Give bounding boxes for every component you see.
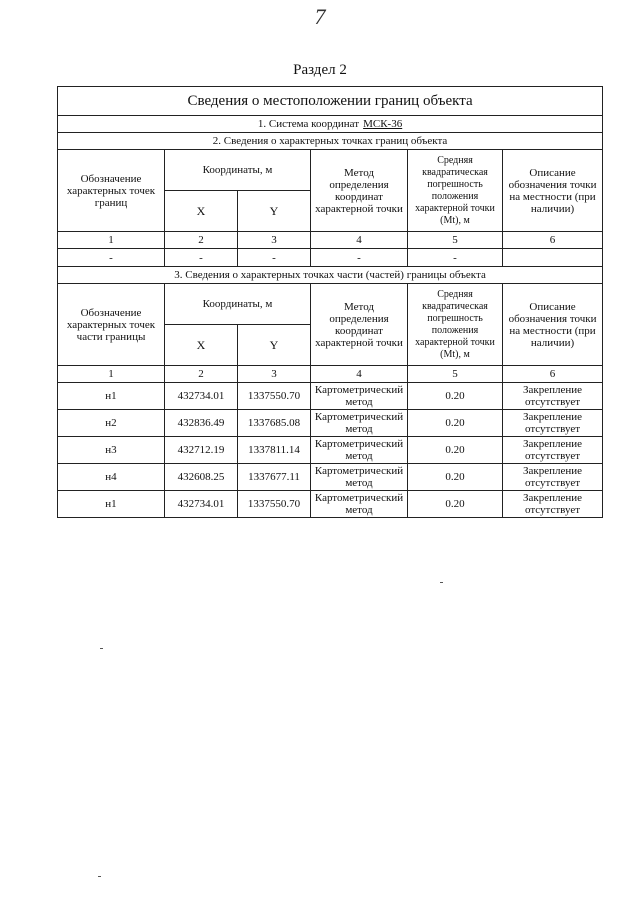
table-row bbox=[58, 437, 603, 464]
empty-cell: - bbox=[408, 249, 503, 267]
point-name: н2 bbox=[58, 410, 165, 437]
column-number: 1 bbox=[58, 366, 165, 383]
table-row bbox=[58, 464, 603, 491]
point-error: 0.20 bbox=[408, 437, 503, 464]
column-number-row bbox=[58, 366, 603, 383]
empty-data-row bbox=[58, 249, 603, 267]
header-method: Метод определения координат характерной точки bbox=[311, 150, 408, 232]
header-error: Средняя квадратическая погрешность положения характерной точки (Mt), м bbox=[408, 284, 503, 366]
column-number: 3 bbox=[238, 366, 311, 383]
column-number: 1 bbox=[58, 232, 165, 249]
coordinate-system-row bbox=[58, 116, 603, 133]
coordinate-system-cell bbox=[58, 116, 603, 133]
part3-header-row bbox=[58, 284, 603, 325]
header-method: Метод определения координат характерной точки bbox=[311, 284, 408, 366]
header-y: Y bbox=[238, 191, 311, 232]
header-x: X bbox=[165, 325, 238, 366]
point-y: 1337685.08 bbox=[238, 410, 311, 437]
point-error: 0.20 bbox=[408, 410, 503, 437]
point-y: 1337811.14 bbox=[238, 437, 311, 464]
header-point-name: Обозначение характерных точек границ bbox=[58, 150, 165, 232]
point-name: н1 bbox=[58, 383, 165, 410]
point-description: Закрепление отсутствует bbox=[503, 464, 603, 491]
point-x: 432734.01 bbox=[165, 383, 238, 410]
point-name: н1 bbox=[58, 491, 165, 518]
header-point-name: Обозначение характерных точек части границы bbox=[58, 284, 165, 366]
empty-cell: - bbox=[238, 249, 311, 267]
point-x: 432836.49 bbox=[165, 410, 238, 437]
part3-title: 3. Сведения о характерных точках части (частей) границы объекта bbox=[58, 267, 603, 284]
table-row bbox=[58, 410, 603, 437]
part2-header-row bbox=[58, 150, 603, 191]
point-method: Картометрический метод bbox=[311, 410, 408, 437]
part2-title: 2. Сведения о характерных точках границ объекта bbox=[58, 133, 603, 150]
point-y: 1337550.70 bbox=[238, 383, 311, 410]
point-error: 0.20 bbox=[408, 383, 503, 410]
empty-cell: - bbox=[311, 249, 408, 267]
point-method: Картометрический метод bbox=[311, 491, 408, 518]
column-number: 6 bbox=[503, 232, 603, 249]
point-error: 0.20 bbox=[408, 464, 503, 491]
point-description: Закрепление отсутствует bbox=[503, 410, 603, 437]
point-description: Закрепление отсутствует bbox=[503, 491, 603, 518]
table-row bbox=[58, 491, 603, 518]
column-number: 3 bbox=[238, 232, 311, 249]
coordinate-system-label: 1. Система координат bbox=[257, 118, 360, 130]
column-number-row bbox=[58, 232, 603, 249]
scan-speck bbox=[440, 582, 443, 583]
header-error: Средняя квадратическая погрешность положения характерной точки (Mt), м bbox=[408, 150, 503, 232]
table-row bbox=[58, 383, 603, 410]
table-title: Сведения о местоположении границ объекта bbox=[58, 87, 603, 116]
point-method: Картометрический метод bbox=[311, 464, 408, 491]
column-number: 4 bbox=[311, 232, 408, 249]
empty-cell: - bbox=[58, 249, 165, 267]
page-number: 7 bbox=[314, 4, 326, 29]
column-number: 5 bbox=[408, 366, 503, 383]
empty-cell: - bbox=[165, 249, 238, 267]
header-y: Y bbox=[238, 325, 311, 366]
point-method: Картометрический метод bbox=[311, 383, 408, 410]
point-name: н4 bbox=[58, 464, 165, 491]
point-y: 1337677.11 bbox=[238, 464, 311, 491]
header-coordinates: Координаты, м bbox=[165, 284, 311, 325]
column-number: 2 bbox=[165, 366, 238, 383]
point-method: Картометрический метод bbox=[311, 437, 408, 464]
scan-speck bbox=[98, 876, 101, 877]
column-number: 5 bbox=[408, 232, 503, 249]
table-title-row bbox=[58, 87, 603, 116]
header-description: Описание обозначения точки на местности (при наличии) bbox=[503, 284, 603, 366]
boundary-table bbox=[57, 86, 603, 518]
point-description: Закрепление отсутствует bbox=[503, 437, 603, 464]
header-description: Описание обозначения точки на местности (при наличии) bbox=[503, 150, 603, 232]
column-number: 6 bbox=[503, 366, 603, 383]
empty-cell bbox=[503, 249, 603, 267]
coordinate-system-value: МСК-36 bbox=[363, 118, 403, 130]
part3-title-row bbox=[58, 267, 603, 284]
header-x: X bbox=[165, 191, 238, 232]
section-heading: Раздел 2 bbox=[293, 62, 347, 78]
point-x: 432734.01 bbox=[165, 491, 238, 518]
header-coordinates: Координаты, м bbox=[165, 150, 311, 191]
point-y: 1337550.70 bbox=[238, 491, 311, 518]
part2-title-row bbox=[58, 133, 603, 150]
point-name: н3 bbox=[58, 437, 165, 464]
point-description: Закрепление отсутствует bbox=[503, 383, 603, 410]
point-error: 0.20 bbox=[408, 491, 503, 518]
column-number: 4 bbox=[311, 366, 408, 383]
scan-speck bbox=[100, 648, 103, 649]
point-x: 432712.19 bbox=[165, 437, 238, 464]
point-x: 432608.25 bbox=[165, 464, 238, 491]
column-number: 2 bbox=[165, 232, 238, 249]
